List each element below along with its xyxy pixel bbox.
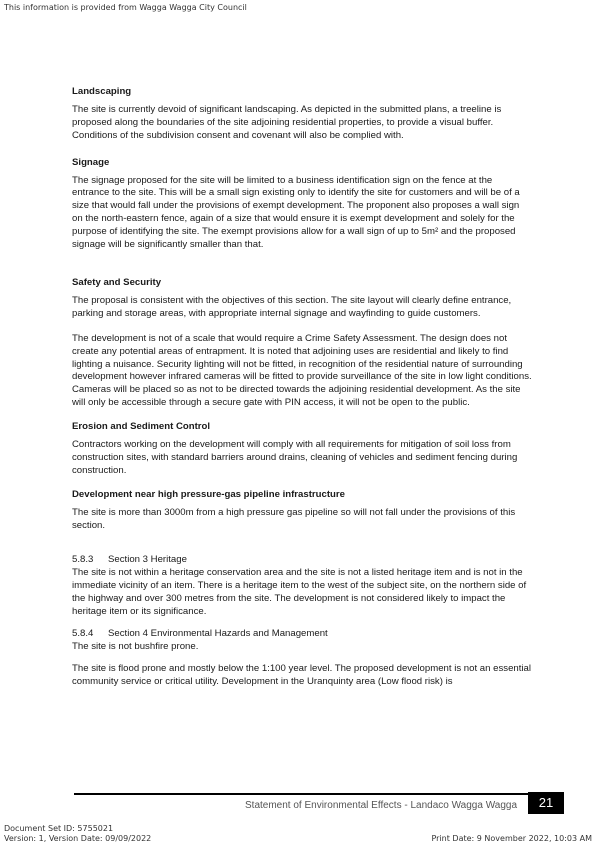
document-body	[72, 86, 532, 689]
footer-title: Statement of Environmental Effects - Landaco Wagga Wagga	[245, 800, 518, 811]
document-set-info	[4, 824, 151, 844]
heading-erosion: Erosion and Sediment Control	[72, 421, 211, 433]
paragraph-safety-2: The development is not of a scale that would require a Crime Safety Assessment. The design does not create any potential areas of entrapment. It is noted that adjoining uses are residential and likely to find lighting a nuisance. Security lighting will not be fitted, in recognition of the residential nature of surrounding development however infrared cameras will be fitted to provide surveillance of the site in low light conditions. Cameras will be placed so as not to be directed towards the adjoining residential development. As the site will only be accessible through a secure gate with PIN access, it will not be open to the public.	[72, 332, 532, 409]
heading-signage: Signage	[72, 156, 110, 168]
section-number: 5.8.3	[72, 554, 94, 566]
heading-safety: Safety and Security	[72, 276, 162, 288]
paragraph-hazards-1: The site is not bushfire prone.	[72, 640, 199, 652]
paragraph-heritage: The site is not within a heritage conservation area and the site is not a listed heritage item and is not in the immediate vicinity of an item. There is a heritage item to the west of the subject site, on the northern side of the highway and over 300 metres from the site. The development is not considered likely to impact the heritage item or its significance.	[72, 567, 527, 618]
paragraph-erosion: Contractors working on the development will comply with all requirements for mitigation of soil loss from construction sites, with standard barriers around drains, cleaning of vehicles and sediment fencing during construction.	[72, 439, 518, 476]
heading-landscaping: Landscaping	[72, 86, 132, 97]
section-title: Section 3 Heritage	[108, 554, 187, 566]
footer-divider	[74, 793, 562, 795]
paragraph-signage: The signage proposed for the site will be limited to a business identification sign on the fence at the entrance to the site. This will be a small sign existing only to identify the site for customers and will be of a size that would fall under the provisions of exempt development. The proponent also proposes a wall sign on the north-eastern fence, again of a size that would ensure it is exempt development and solely for the purpose of identifying the site. The exempt provisions allow for a wall sign of up to 5m² and the proposed signage will be significantly smaller than that.	[72, 174, 520, 251]
paragraph-pipeline: The site is more than 3000m from a high pressure gas pipeline so will not fall under the provisions of this section.	[72, 506, 516, 531]
version-info: Version: 1, Version Date: 09/09/2022	[4, 834, 152, 843]
section-title: Section 4 Environmental Hazards and Management	[108, 628, 328, 639]
heading-hazards	[72, 628, 532, 641]
heading-pipeline: Development near high pressure-gas pipeline infrastructure	[72, 488, 345, 500]
page-number: 21	[528, 792, 564, 814]
section-number: 5.8.4	[72, 628, 94, 639]
paragraph-safety-1: The proposal is consistent with the objectives of this section. The site layout will clearly define entrance, parking and storage areas, with appropriate internal signage and wayfinding to guide customers.	[72, 294, 512, 319]
heading-heritage	[72, 554, 532, 567]
document-set-id: Document Set ID: 5755021	[4, 824, 114, 833]
council-banner: This information is provided from Wagga Wagga City Council	[4, 3, 247, 12]
print-date: Print Date: 9 November 2022, 10:03 AM	[431, 834, 592, 843]
paragraph-landscaping: The site is currently devoid of significant landscaping. As depicted in the submitted plans, a treeline is proposed along the boundaries of the site adjoining residential properties, to provide a visual buffer. Conditions of the subdivision consent and covenant will also be complied with.	[72, 103, 502, 141]
paragraph-hazards-2: The site is flood prone and mostly below the 1:100 year level. The proposed development is not an essential community service or critical utility. Development in the Uranquinty area (Low flood risk) is	[72, 662, 532, 687]
